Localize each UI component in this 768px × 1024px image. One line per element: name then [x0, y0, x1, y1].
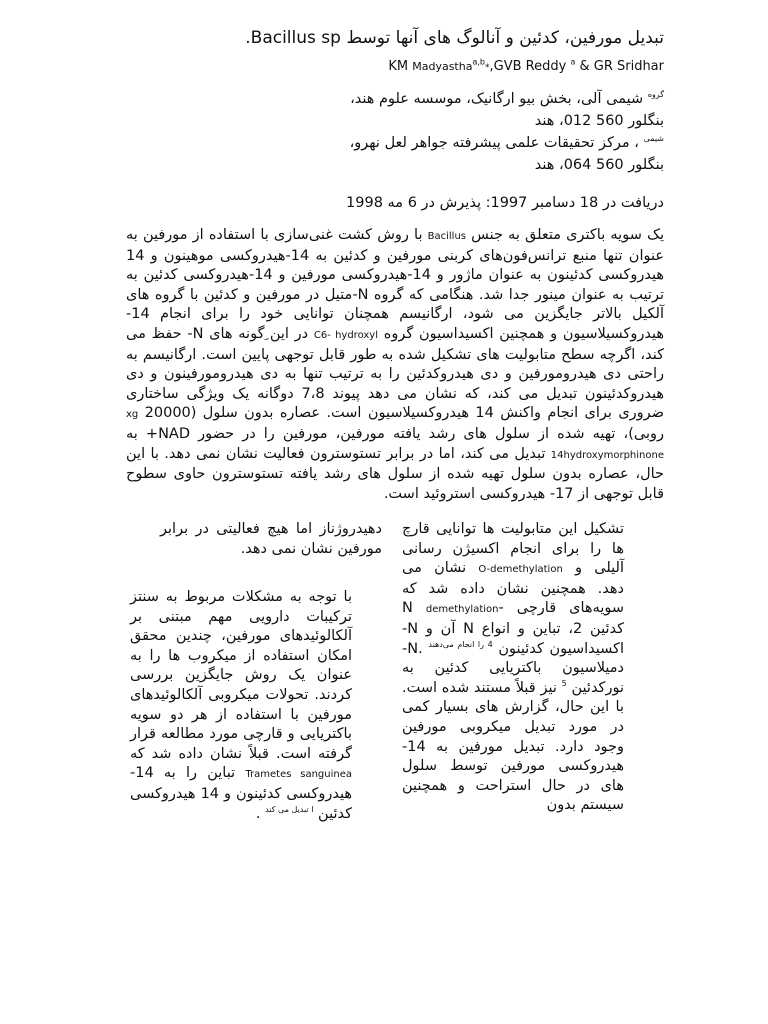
author-1-prefix: KM	[388, 59, 413, 74]
intro-text-end: .	[255, 805, 266, 822]
author-3: & GR Sridhar	[575, 59, 664, 74]
demethylation-term: demethylation	[425, 604, 499, 616]
abstract-part-3: در این ِگونه های N- حفظ می کند، اگرچه سطح متابولیت های تشکیل شده به طور قابل توجهی پایین است. ارگانیسم به راحتی دی هیدرومورفین و دی هیدروکدئین را به ترتیب تنها به دی هیدرومورفینون و دی هیدروکدئینون تبدیل می کند، که نشان می دهد پیوند 7،8 دوگانه یک ویژگی ساختاری ضروری برای انجام واکنش 14 هیدروکسیلاسیون است. عصاره بدون سلول (20000	[126, 325, 664, 422]
intro-text-2: تباین را به 14-هیدروکسی کدئینون و 14 هیدروکسی کدئین	[130, 765, 352, 822]
author-2: ,GVB Reddy	[489, 59, 571, 74]
right-text-4: .N- دمیلاسیون باکتریایی کدئین به نورکدئین	[402, 640, 624, 696]
right-column	[402, 520, 624, 816]
affiliation-a-sup: گروه	[647, 90, 664, 100]
intro-text-1: با توجه به مشکلات مربوط به سنتز ترکیبات دارویی مهم مبتنی بر آلکالوئیدهای مورفین، چندین محقق امکان استفاده از میکروب ها را به عنوان یک روش جایگزین بررسی کردند. تحولات میکروبی آلکالوئیدهای مورفین با استفاده از هر دو سویه باکتریایی و قارچی مورد مطالعه قرار گرفته است. قبلاً نشان داده شد که	[130, 589, 352, 762]
right-text-5: نیز قبلاً مستند شده است. با این حال، گزارش های بسیار کمی در مورد تبدیل میکروبی مورفین وجود دارد. تبدیل مورفین به 14-هیدروکسی مورفین توسط سلول های در حال استراحت و همچنین سیستم بدون	[402, 679, 624, 814]
trametes-term: Trametes sanguinea	[245, 769, 352, 781]
right-text-2: نشان می دهد. همچنین نشان داده شد که سویه‌های قارچی -N	[402, 560, 624, 617]
left-column-introduction	[130, 588, 352, 824]
left-column-top	[160, 520, 382, 559]
author-2-affiliation: a	[570, 57, 576, 67]
affiliations	[64, 88, 664, 176]
author-1-affiliation: a,b	[472, 57, 485, 67]
compound-name: 14hydroxymorphinone	[550, 449, 664, 461]
affiliation-b-line1	[64, 132, 664, 154]
citation-4: 4 را انجام می‌دهند	[428, 639, 493, 649]
paper-title: تبدیل مورفین، کدئین و آنالوگ های آنها توسط Bacillus sp.	[245, 28, 664, 48]
abstract-part-2: با روش کشت غنی‌سازی با استفاده از مورفین به عنوان تنها منبع ترانس‌فون‌های کربنی مورفین و کدئین به 14-هیدروکسی موهینون و 14 هیدروکسی کدئینون به عنوان ماژور و 14-هیدروکسی مورفین و 14-هیدروکسی کدئین به ترتیب به عنوان مینور جدا شد. هنگامی که گروه N-متیل در مورفین و کدئین با گروه های آلکیل بالاتر جایگزین می شود، ارگانیسم همچنان توانایی خود را برای انجام 14-هیدروکسیلاسیون و همچنین اکسیداسیون گروه	[126, 227, 664, 342]
corresponding-mark: *	[485, 63, 490, 73]
affiliation-a-line2: بنگلور 560 012، هند	[534, 113, 664, 129]
received-date: دریافت در 18 دسامبر 1997: پذیرش در 6 مه 1998	[346, 195, 664, 211]
citation-5: 5	[561, 678, 567, 688]
affiliation-b-line2: بنگلور 560 064، هند	[534, 157, 664, 173]
affiliation-a-line1	[64, 88, 664, 110]
affiliation-a-text: شیمی آلی، بخش بیو ارگانیک، موسسه علوم هند،	[350, 91, 648, 107]
citation-1: ا تبدیل می کند	[265, 804, 314, 814]
c6-hydroxyl-term: C6- hydroxyl	[313, 329, 379, 341]
right-column-paragraph	[402, 520, 624, 816]
affiliation-b-sup: شیمی	[643, 134, 664, 144]
author-1-name: Madyastha	[412, 60, 473, 73]
o-demethylation-term: O-demethylation	[478, 564, 563, 576]
xg-unit: xg	[126, 409, 139, 421]
left-column-top-text: دهیدروژناز اما هیچ فعالیتی در برابر مورفین نشان نمی دهد.	[160, 521, 382, 557]
abstract-part-4: روبی)، تهیه شده از سلول های رشد یافته مورفین، مورفین را در حضور NAD+ به	[126, 425, 665, 442]
right-text-3: کدئین 2، تباین و انواع N آن و N-اکسیداسیون کدئینون	[402, 620, 624, 657]
introduction-paragraph	[130, 588, 352, 824]
abstract-part-1: یک سویه باکتری متعلق به جنس	[466, 227, 664, 243]
abstract-part-5: تبدیل می کند، اما در برابر تستوسترون فعالیت نشان نمی دهد. با این حال، عصاره بدون سلول تهیه شده از سلول های رشد یافته تستوسترون حاوی سطوح قابل توجهی از 17- هیدروکسی استروئید است.	[126, 445, 664, 502]
affiliation-b-text: ، مرکز تحقیقات علمی پیشرفته جواهر لعل نهرو،	[349, 135, 644, 151]
abstract	[126, 226, 664, 504]
genus-name: Bacillus	[427, 231, 466, 242]
author-line	[64, 56, 664, 79]
right-text-1: تشکیل این متابولیت ها توانایی قارچ ها را برای انجام اکسیژن رسانی آلیلی و	[402, 521, 624, 577]
